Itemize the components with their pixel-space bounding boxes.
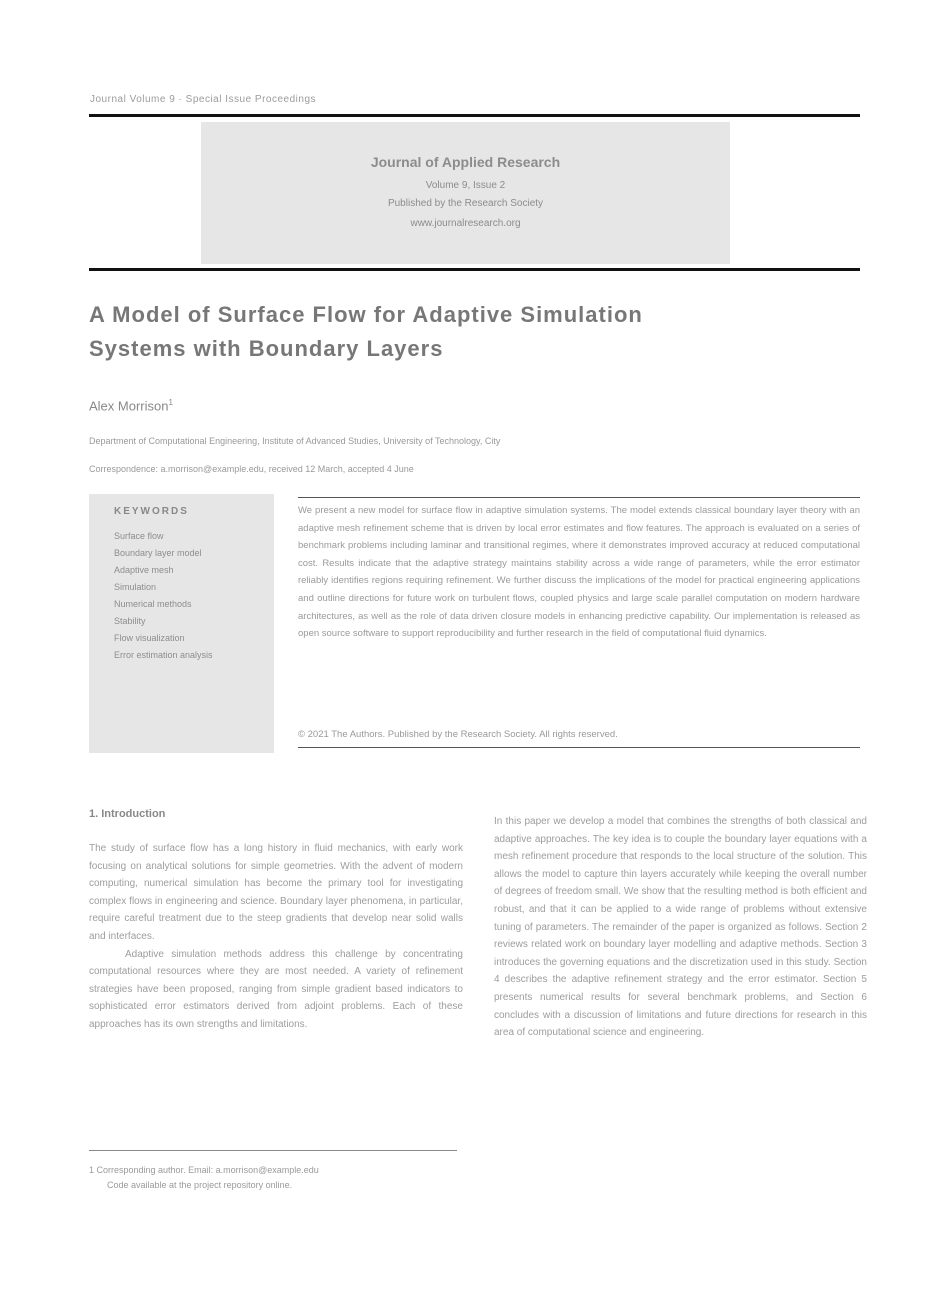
keyword-item: Numerical methods [114,599,192,609]
footnote [89,1163,459,1193]
journal-volume: Volume 9, Issue 2 [425,180,506,191]
keyword-item: Stability [114,616,146,626]
keyword-item: Simulation [114,582,157,592]
footnote-rule [89,1150,457,1151]
header-rule-top [89,114,860,117]
keywords-title: KEYWORDS [114,506,189,517]
author-line [89,398,173,413]
footnote-line-1: 1 Corresponding author. Email: a.morrison@example.edu [89,1165,319,1175]
paper-title [89,298,849,366]
paragraph: In this paper we develop a model that combines the strengths of both classical and adaptive approaches. The key idea is to couple the boundary layer equations with a mesh refinement procedure that responds to the local structure of the solution. This allows the model to capture thin layers accurately while keeping the overall number of degrees of freedom small. We show that the resulting method is both efficient and robust, and that it can be applied to a wide range of problems without extensive tuning of parameters. The remainder of the paper is organized as follows. Section 2 reviews related work on boundary layer modelling and adaptive methods. Section 3 introduces the governing equations and the discretization used in this study. Section 4 describes the adaptive refinement strategy and the error estimator. Section 5 presents numerical results for several benchmark problems, and Section 6 concludes with a discussion of limitations and future directions for research in this area of computational science and engineering. [494,816,867,1039]
keyword-item: Flow visualization [114,633,185,643]
author-mark: 1 [168,398,173,407]
affiliation-2: Correspondence: a.morrison@example.edu, received 12 March, accepted 4 June [89,464,414,474]
keyword-item: Adaptive mesh [114,565,174,575]
abstract-rule-top [298,497,860,498]
affiliation-1: Department of Computational Engineering, Institute of Advanced Studies, University of Technology, City [89,436,501,446]
keyword-item: Error estimation analysis [114,650,213,660]
header-rule-bottom [89,268,860,271]
footnote-line-2: Code available at the project repository online. [107,1180,293,1190]
keywords-box [89,494,274,753]
paragraph: Adaptive simulation methods address this challenge by concentrating computational resources where they are most needed. A variety of refinement strategies have been proposed, ranging from simple gradient based indicators to sophisticated error estimators derived from adjoint problems. Each of these approaches has its own strengths and limitations. [89,948,463,1030]
abstract-rule-bottom [298,747,860,748]
body-column-right [494,813,867,1042]
paragraph: The study of surface flow has a long history in fluid mechanics, with early work focusing on analytical solutions for simple geometries. With the advent of modern computing, numerical simulation has become the primary tool for investigating complex flows in engineering and science. Boundary layer phenomena, in particular, require careful treatment due to the steep gradients that develop near solid walls and interfaces. [89,843,463,942]
journal-info-box [201,122,730,264]
author-name[interactable]: Alex Morrison [89,398,169,414]
journal-url[interactable]: www.journalresearch.org [410,218,521,229]
abstract-text: We present a new model for surface flow in adaptive simulation systems. The model extends classical boundary layer theory with an adaptive mesh refinement scheme that is driven by local error estimates and flow features. The approach is evaluated on a series of benchmark problems including laminar and transitional regimes, where it demonstrates improved accuracy at reduced computational cost. Results indicate that the adaptive strategy maintains stability across a wide range of parameters, while the error estimator reliably identifies regions requiring refinement. We further discuss the implications of the model for practical engineering applications and outline directions for future work on turbulent flows, coupled physics and large scale parallel computation on modern hardware architectures, as well as the role of data driven closure models in enhancing predictive capability. Our implementation is released as open source software to support reproducibility and further research in the field of computational fluid dynamics. [298,505,860,640]
keyword-item: Surface flow [114,531,164,541]
running-head: Journal Volume 9 · Special Issue Proceedings [90,94,317,105]
paper-title-line-1: A Model of Surface Flow for Adaptive Simulation [89,302,643,327]
body-column-left [89,840,463,1034]
journal-publisher: Published by the Research Society [387,198,544,209]
keywords-list [114,528,213,664]
section-heading: 1. Introduction [89,808,166,820]
paper-title-line-2: Systems with Boundary Layers [89,336,444,361]
copyright-note: © 2021 The Authors. Published by the Research Society. All rights reserved. [298,729,618,740]
journal-name: Journal of Applied Research [370,154,561,170]
keyword-item: Boundary layer model [114,548,202,558]
